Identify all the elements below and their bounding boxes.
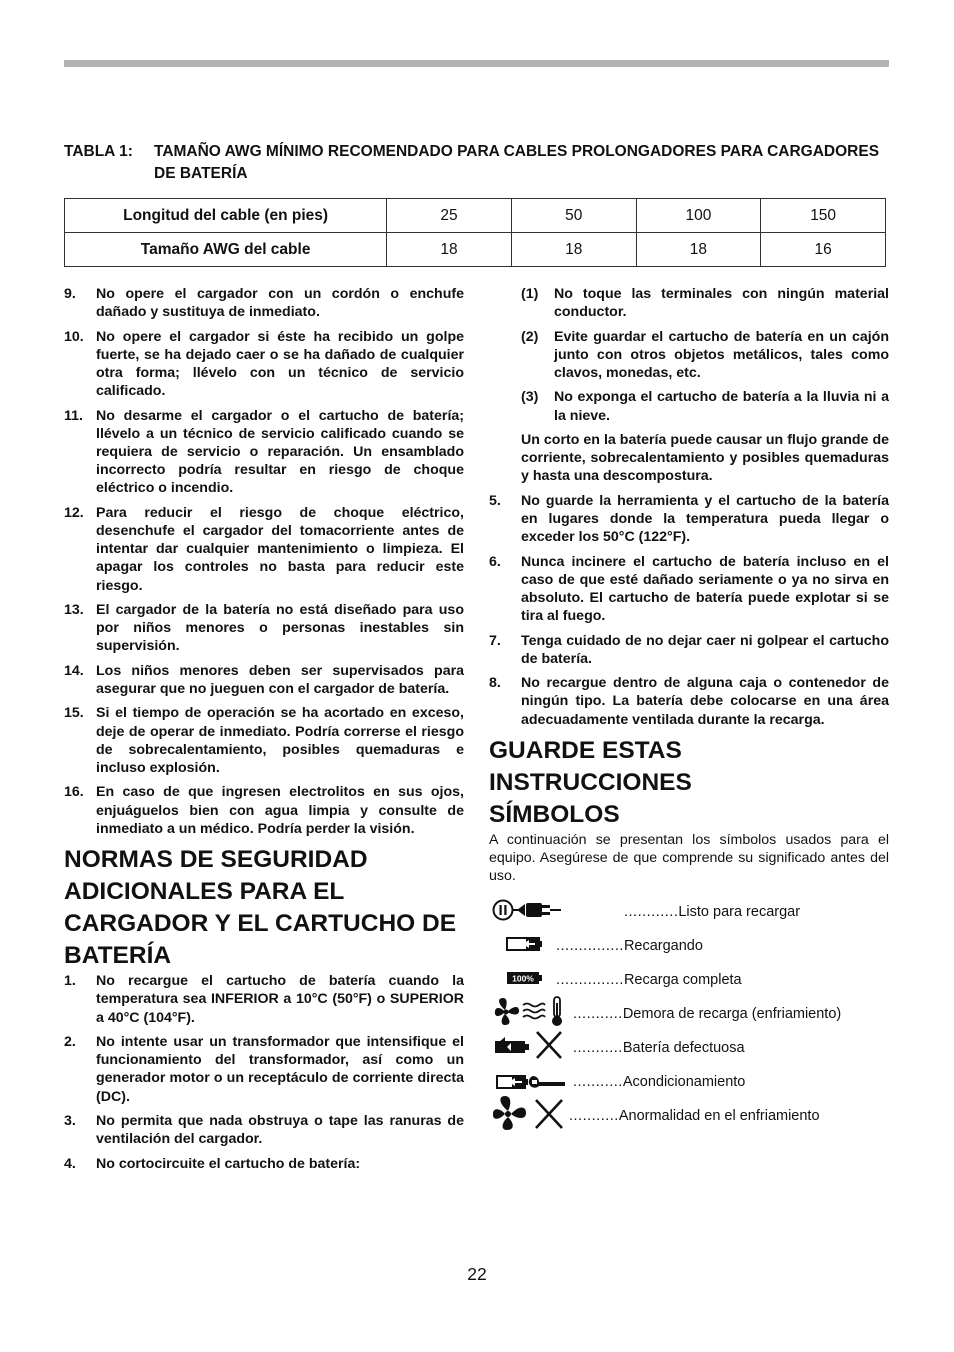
symbol-row — [489, 1064, 889, 1098]
table-row-header: Tamaño AWG del cable — [65, 233, 387, 267]
list-item — [64, 1033, 464, 1106]
item-text: No exponga el cartucho de batería a la lluvia ni a la nieve. — [554, 389, 889, 424]
symbol-label: Demora de recarga (enfriamiento) — [622, 1005, 842, 1022]
list-item — [64, 601, 464, 656]
symbol-row — [489, 996, 889, 1030]
symbol-row — [489, 962, 889, 996]
table-cell: 18 — [387, 233, 512, 267]
item-text: No opere el cargador con un cordón o enchufe dañado y sustituya de inmediato. — [96, 286, 464, 321]
item-number: 6. — [489, 553, 501, 570]
item-text: No desarme el cargador o el cartucho de batería; llévelo a un técnico de servicio calificado cuando se requiera de servicio o reparación. Un ensamblado incorrecto podría resultar en riesgo de choque eléctrico o incendio. — [96, 407, 464, 497]
symbol-row — [489, 1098, 889, 1132]
right-column — [489, 285, 889, 1132]
item-text: No guarde la herramienta y el cartucho de la batería en lugares donde la temperatura pueda llegar o exceder los 50°C (122°F). — [521, 492, 889, 546]
item-number: 5. — [489, 492, 501, 509]
item-text: Los niños menores deben ser supervisados para asegurar que no jueguen con el cargador de batería. — [96, 662, 464, 697]
top-rule — [64, 60, 889, 67]
item-number: 3. — [64, 1112, 76, 1129]
list-item — [489, 492, 889, 547]
item-number: 2. — [64, 1033, 76, 1050]
list-item — [64, 1112, 464, 1148]
item-text: No recargue dentro de alguna caja o contenedor de ningún tipo. La batería debe colocarse en una área adecuadamente ventilada durante la recarga. — [521, 675, 889, 728]
list-item — [64, 1155, 464, 1173]
item-number: 14. — [64, 662, 84, 679]
symbol-label: Recargando — [623, 937, 703, 954]
leader-dots: ............ — [624, 903, 679, 920]
item-text: En caso de que ingresen electrolitos en sus ojos, enjuáguelos bien con agua limpia y consulte de inmediato a un médico. Podría perder la visión. — [96, 784, 464, 837]
table-cell: 150 — [761, 199, 886, 233]
item-text: El cargador de la batería no está diseñado para uso por niños menores o personas inestables sin supervisión. — [96, 602, 464, 655]
item-text: Evite guardar el cartucho de batería en un cajón junto con otros objetos metálicos, tales como clavos, monedas, etc. — [554, 328, 889, 381]
symbol-label: Listo para recargar — [678, 903, 801, 920]
guarde-heading: GUARDE ESTAS INSTRUCCIONES — [489, 736, 692, 796]
item-number: 13. — [64, 602, 84, 618]
item-number: 8. — [489, 675, 501, 692]
left-column — [64, 285, 464, 1179]
symbol-label: Batería defectuosa — [622, 1039, 745, 1056]
item-text: Nunca incinere el cartucho de batería incluso en el caso de que esté dañado seriamente o ya no sirva en absoluto. El cartucho de batería puede explotar si se tira al fuego. — [521, 553, 889, 625]
leader-dots: ........... — [573, 1039, 623, 1056]
item-text: No recargue el cartucho de batería cuando la temperatura sea INFERIOR a 10°C (50°F) o SUPERIOR a 40°C (104°F). — [96, 973, 464, 1026]
item-text: No intente usar un transformador que intensifique el funcionamiento del transformador, así como un generador motor o un receptáculo de corriente directa (DC). — [96, 1033, 464, 1105]
table-row — [65, 233, 886, 267]
list-item — [64, 662, 464, 698]
simbolos-heading: SÍMBOLOS — [489, 800, 620, 828]
cooling-delay-icon — [494, 995, 570, 1032]
leader-dots: ........... — [569, 1107, 619, 1124]
item-text: Para reducir el riesgo de choque eléctrico, desenchufe el cargador del tomacorriente antes de intentar dar cualquier mantenimiento o limpieza. El apagar los controles no basta para reducir este riesgo. — [96, 504, 464, 594]
table-cell: 18 — [511, 233, 636, 267]
table-row-header: Longitud del cable (en pies) — [65, 199, 387, 233]
list-item — [64, 783, 464, 838]
item-text: No permita que nada obstruya o tape las ranuras de ventilación del cargador. — [96, 1112, 464, 1148]
leader-dots: ........... — [573, 1073, 623, 1090]
item-number: 4. — [64, 1155, 76, 1172]
symbol-label: Recarga completa — [623, 971, 742, 988]
list-item — [64, 285, 464, 321]
defective-battery-icon — [493, 1028, 565, 1067]
list-item — [64, 704, 464, 777]
leader-dots: ............... — [556, 937, 624, 954]
simbolos-intro: A continuación se presentan los símbolos usados para el equipo. Asegúrese de que comprende su significado antes del uso. — [489, 831, 889, 884]
item-text: Si el tiempo de operación se ha acortado en exceso, deje de operar de inmediato. Podría correrse el riesgo de sobrecalentamiento, posibles quemaduras e incluso explosión. — [96, 705, 464, 776]
list-item — [489, 553, 889, 626]
symbol-label: Anormalidad en el enfriamiento — [618, 1107, 820, 1124]
normas-heading: NORMAS DE SEGURIDAD ADICIONALES PARA EL CARGADOR Y EL CARTUCHO DE BATERÍA — [64, 846, 457, 970]
cooling-fault-icon — [493, 1095, 569, 1136]
awg-table — [64, 198, 886, 267]
item-number: (1) — [521, 286, 539, 302]
item-text: No opere el cargador si éste ha recibido un golpe fuerte, se ha dejado caer o se ha dañado de cualquier otra forma; llévelo con un técnico de servicio calificado. — [96, 328, 464, 400]
sub-list-item — [489, 328, 889, 383]
short-circuit-paragraph: Un corto en la batería puede causar un flujo grande de corriente, sobrecalentamiento y posibles quemaduras y hasta una descompostura. — [521, 431, 889, 485]
symbol-row — [489, 894, 889, 928]
item-text: No cortocircuite el cartucho de batería: — [96, 1155, 361, 1172]
sub-list-item — [489, 285, 889, 321]
item-number: (3) — [521, 389, 539, 406]
table-caption-label: TABLA 1: — [64, 143, 133, 160]
item-number: 11. — [64, 407, 83, 424]
symbol-row — [489, 928, 889, 962]
table-cell: 25 — [387, 199, 512, 233]
page-number: 22 — [467, 1264, 487, 1284]
item-number: 10. — [64, 328, 84, 345]
full-battery-badge: 100% — [512, 973, 534, 984]
item-text: Tenga cuidado de no dejar caer ni golpear el cartucho de batería. — [521, 632, 889, 667]
item-number: 15. — [64, 705, 84, 722]
table-caption-text: TAMAÑO AWG MÍNIMO RECOMENDADO PARA CABLES PROLONGADORES PARA CARGADORES DE BATERÍA — [154, 143, 880, 182]
list-item — [64, 504, 464, 595]
item-number: 9. — [64, 286, 76, 302]
item-number: 12. — [64, 504, 84, 521]
table-cell: 16 — [761, 233, 886, 267]
item-number: (2) — [521, 328, 539, 345]
ready-plug-icon — [491, 897, 563, 928]
charging-battery-icon — [505, 931, 545, 962]
leader-dots: ............... — [556, 971, 624, 988]
full-battery-icon — [505, 965, 545, 996]
item-text: No toque las terminales con ningún material conductor. — [554, 286, 889, 321]
sub-list-item — [489, 388, 889, 424]
leader-dots: ........... — [573, 1005, 623, 1022]
table-cell: 18 — [636, 233, 761, 267]
list-item — [489, 674, 889, 729]
item-number: 16. — [64, 784, 84, 801]
table-row — [65, 199, 886, 233]
table-cell: 50 — [511, 199, 636, 233]
symbol-row — [489, 1030, 889, 1064]
symbol-label: Acondicionamiento — [622, 1073, 746, 1090]
list-item — [64, 328, 464, 401]
list-item — [64, 407, 464, 498]
list-item — [489, 632, 889, 668]
list-item — [64, 972, 464, 1027]
table-cell: 100 — [636, 199, 761, 233]
item-number: 1. — [64, 973, 76, 990]
item-number: 7. — [489, 632, 501, 649]
